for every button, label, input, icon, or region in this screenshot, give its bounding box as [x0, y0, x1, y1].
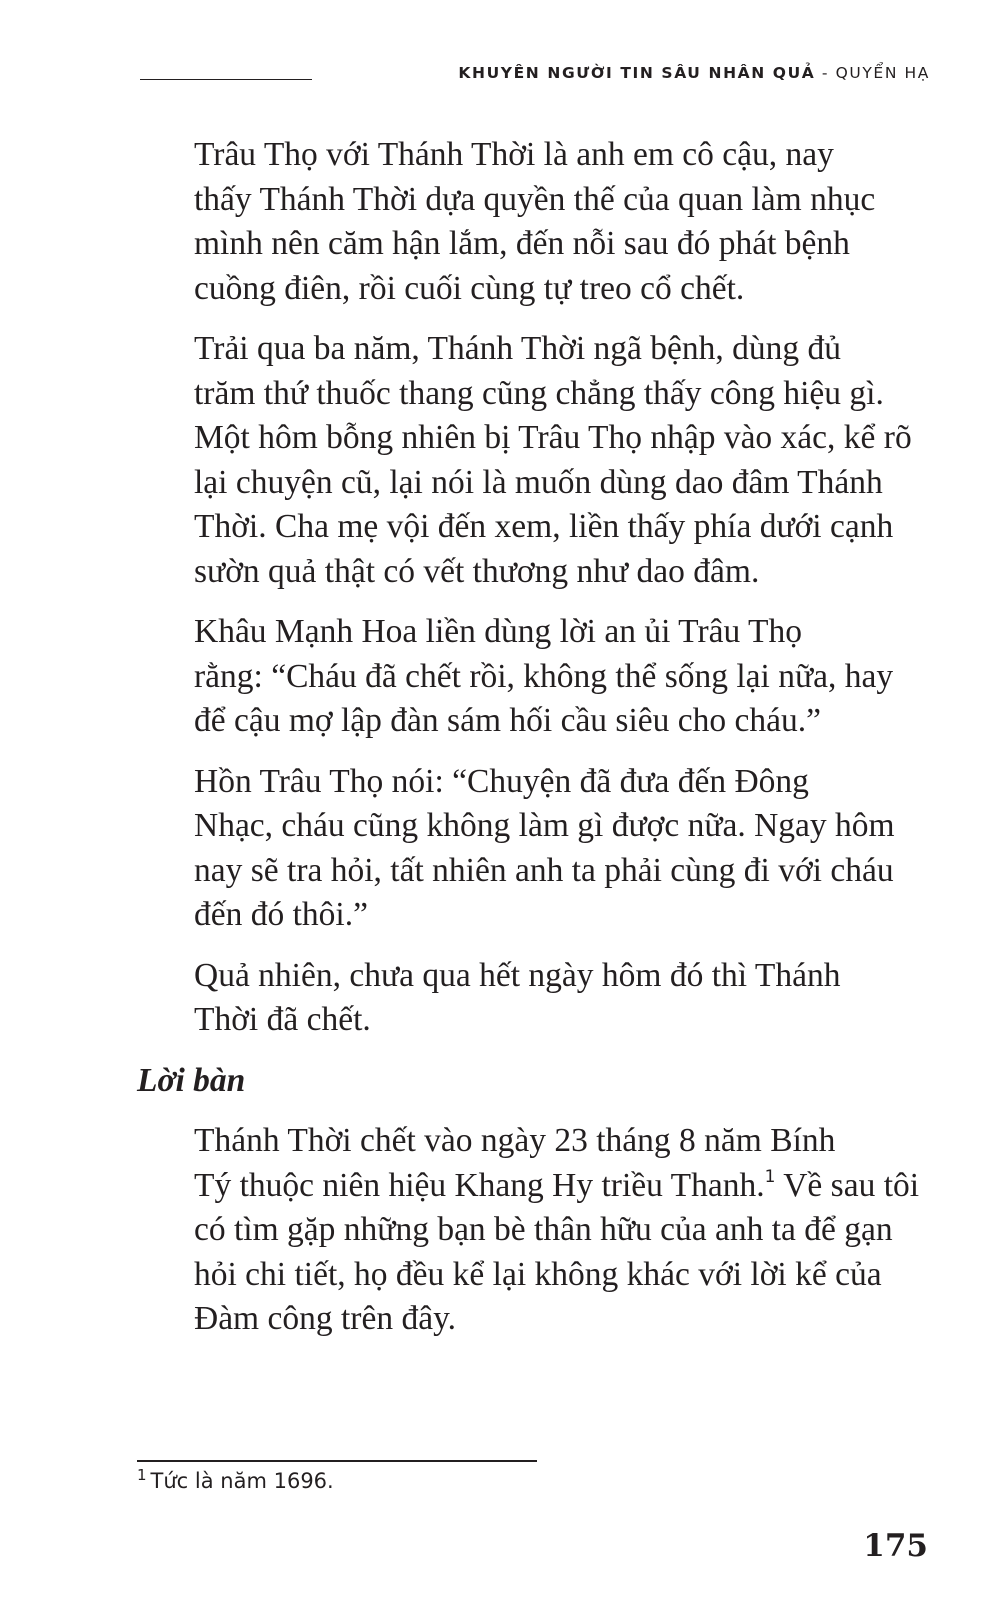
book-title: KHUYÊN NGƯỜI TIN SÂU NHÂN QUẢ — [458, 64, 816, 82]
text-line: để cậu mợ lập đàn sám hối cầu siêu cho cháu.” — [194, 702, 821, 739]
footnote — [137, 1466, 334, 1493]
header-rule — [140, 79, 312, 80]
text-segment: Về sau tôi — [775, 1166, 920, 1204]
commentary-heading: Lời bàn — [137, 1061, 246, 1099]
text-line: Đàm công trên đây. — [194, 1300, 457, 1337]
running-head — [458, 64, 930, 82]
paragraph-4 — [137, 760, 931, 938]
text-line: Thời đã chết. — [194, 1001, 371, 1038]
text-line: trăm thứ thuốc thang cũng chẳng thấy công hiệu gì. — [194, 374, 884, 412]
text-line: thấy Thánh Thời dựa quyền thế của quan làm nhục — [194, 180, 876, 218]
paragraph-3 — [137, 610, 931, 744]
page-number: 175 — [863, 1528, 928, 1564]
paragraph-2 — [137, 327, 931, 594]
commentary-paragraph — [137, 1119, 931, 1342]
paragraph-5 — [137, 954, 931, 1043]
text-line: Nhạc, cháu cũng không làm gì được nữa. Ngay hôm — [194, 807, 895, 844]
paragraph-1 — [137, 133, 931, 311]
header-separator: - — [815, 64, 836, 82]
text-line: rằng: “Cháu đã chết rồi, không thể sống lại nữa, hay — [194, 657, 894, 695]
text-line: Một hôm bỗng nhiên bị Trâu Thọ nhập vào xác, kể rõ — [194, 419, 912, 456]
main-text — [137, 133, 931, 1358]
text-segment: Tý thuộc niên hiệu Khang Hy triều Thanh. — [194, 1166, 765, 1204]
text-line: Hồn Trâu Thọ nói: “Chuyện đã đưa đến Đông — [194, 762, 809, 800]
footnote-reference[interactable]: 1 — [764, 1166, 776, 1187]
footnote-rule — [137, 1460, 537, 1462]
text-line: có tìm gặp những bạn bè thân hữu của anh ta để gạn — [194, 1211, 893, 1248]
text-line: lại chuyện cũ, lại nói là muốn dùng dao đâm Thánh — [194, 463, 883, 501]
text-line-with-footnote — [137, 1164, 931, 1209]
volume-label: QUYỂN HẠ — [835, 64, 930, 82]
text-line: sườn quả thật có vết thương như dao đâm. — [194, 552, 760, 590]
text-line: Quả nhiên, chưa qua hết ngày hôm đó thì Thánh — [194, 956, 841, 994]
text-line: Khâu Mạnh Hoa liền dùng lời an ủi Trâu Thọ — [194, 613, 802, 650]
text-line: đến đó thôi.” — [194, 896, 368, 933]
text-line: hỏi chi tiết, họ đều kể lại không khác với lời kể của — [194, 1255, 882, 1293]
text-line: Trâu Thọ với Thánh Thời là anh em cô cậu, nay — [194, 136, 834, 173]
text-line: nay sẽ tra hỏi, tất nhiên anh ta phải cùng đi với cháu — [194, 851, 894, 889]
footnote-number: 1 — [137, 1466, 147, 1484]
text-line: cuồng điên, rồi cuối cùng tự treo cổ chết. — [194, 269, 745, 307]
text-line: Thánh Thời chết vào ngày 23 tháng 8 năm Bính — [194, 1122, 836, 1159]
text-line: Thời. Cha mẹ vội đến xem, liền thấy phía dưới cạnh — [194, 508, 894, 545]
text-line: Trải qua ba năm, Thánh Thời ngã bệnh, dùng đủ — [194, 330, 842, 367]
text-line: mình nên căm hận lắm, đến nỗi sau đó phát bệnh — [194, 225, 850, 262]
footnote-text: Tức là năm 1696. — [150, 1469, 334, 1493]
